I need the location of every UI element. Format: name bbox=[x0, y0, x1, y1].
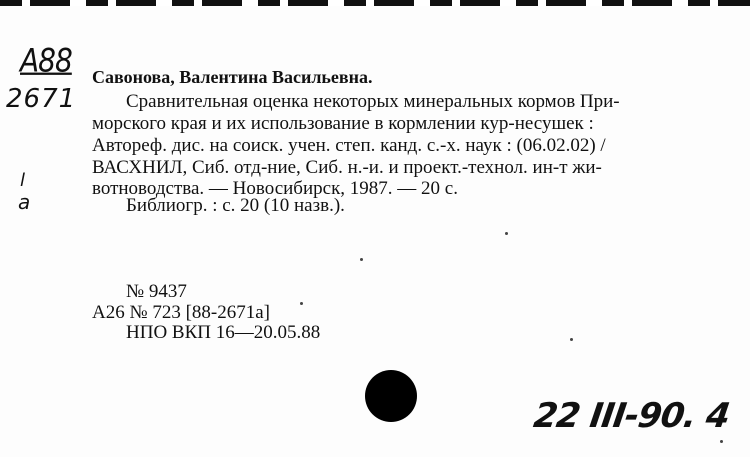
shelf-mark-number: 2671 bbox=[6, 84, 77, 114]
bibliography-note: Библиогр. : с. 20 (10 назв.). bbox=[126, 195, 345, 216]
organization-line: НПО ВКП 16—20.05.88 bbox=[126, 322, 321, 343]
margin-mark-2: a bbox=[18, 190, 31, 214]
speck bbox=[570, 338, 573, 341]
handwritten-date-stamp: 22 III-90. 4 bbox=[531, 396, 732, 436]
punch-hole bbox=[365, 370, 417, 422]
top-edge-strip bbox=[0, 0, 750, 6]
title-line-2: морского края и их использование в кормлении кур-несушек : bbox=[92, 113, 594, 134]
record-number: № 9437 bbox=[126, 281, 187, 302]
speck bbox=[300, 302, 303, 305]
title-line-5: вотноводства. — Новосибирск, 1987. — 20 с. bbox=[92, 178, 458, 199]
index-line: А26 № 723 [88-2671а] bbox=[92, 302, 271, 323]
title-line-3: Автореф. дис. на соиск. учен. степ. канд. с.-х. наук : (06.02.02) / bbox=[92, 135, 606, 156]
speck bbox=[360, 258, 363, 261]
shelf-mark-top: A88 bbox=[20, 41, 72, 80]
author-name: Савонова, Валентина Васильевна. bbox=[92, 67, 373, 87]
title-line-4: ВАСХНИЛ, Сиб. отд-ние, Сиб. н.-и. и проект.-технол. ин-т жи- bbox=[92, 157, 602, 178]
title-line-1: Сравнительная оценка некоторых минеральных кормов При- bbox=[126, 91, 620, 112]
speck bbox=[720, 440, 723, 443]
margin-mark-1: l bbox=[20, 170, 26, 191]
speck bbox=[505, 232, 508, 235]
